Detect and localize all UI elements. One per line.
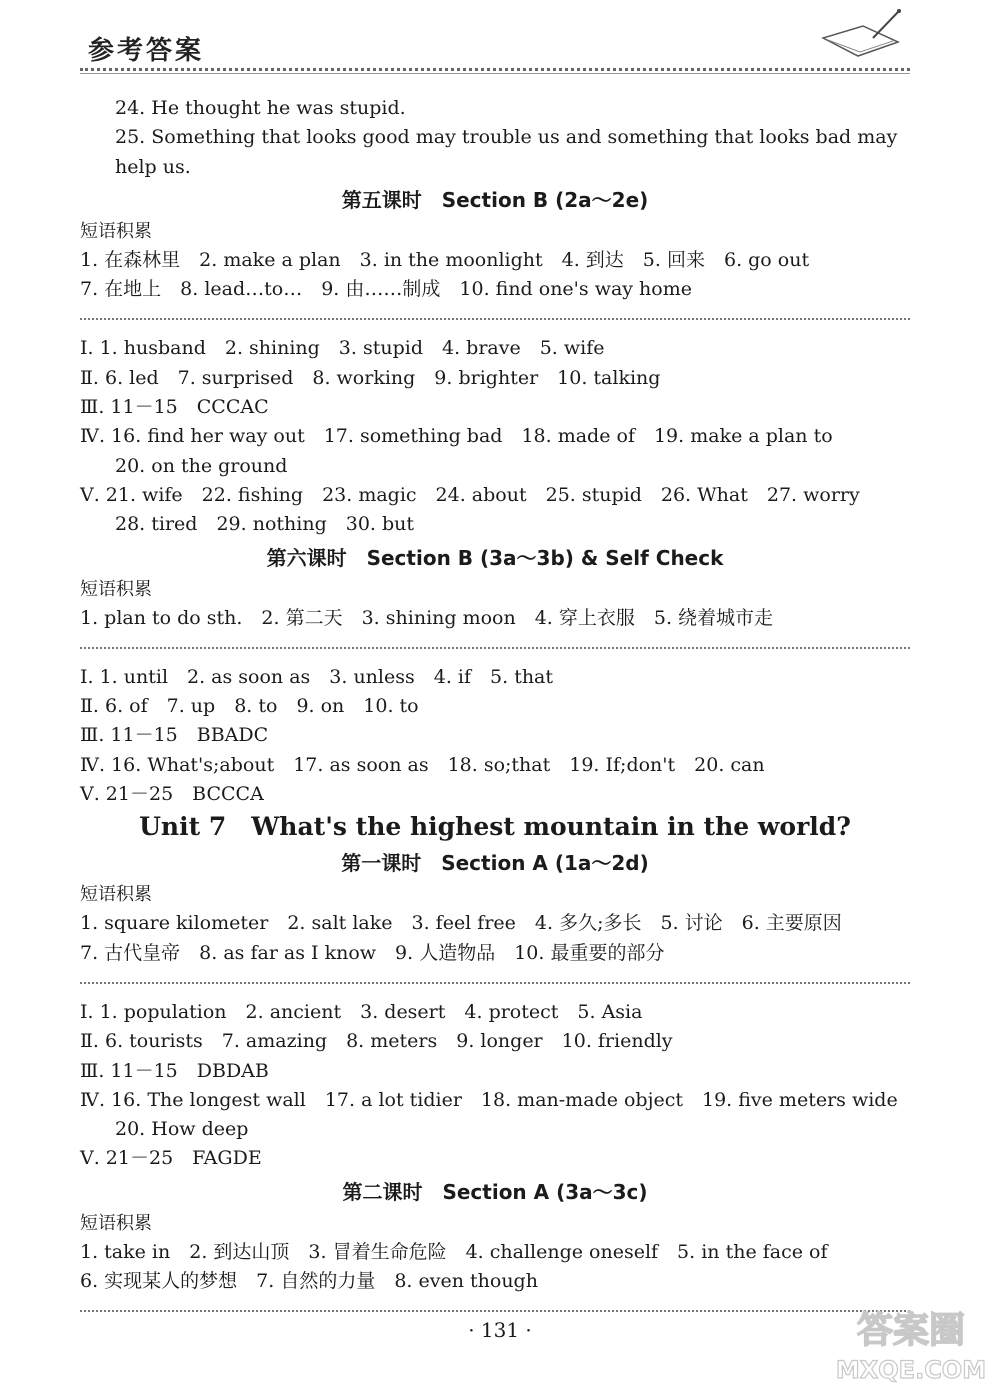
unit-title: Unit 7 What's the highest mountain in the world? bbox=[139, 812, 851, 842]
answer-line: Ⅴ. 21－25 FAGDE bbox=[80, 1147, 262, 1170]
section-divider bbox=[80, 968, 910, 984]
lesson-title: 第五课时 Section B (2a～2e) bbox=[341, 187, 649, 212]
answer-line: 7. 在地上 8. lead…to… 9. 由……制成 10. find one's way home bbox=[80, 278, 692, 301]
answer-line: Ⅲ. 11－15 DBDAB bbox=[80, 1059, 269, 1082]
phrase-heading: 短语积累 bbox=[80, 884, 152, 906]
answer-content bbox=[80, 94, 910, 1326]
answer-line: Ⅴ. 21. wife 22. fishing 23. magic 24. about 25. stupid 26. What 27. worry bbox=[80, 483, 860, 506]
answer-line: Ⅰ. 1. until 2. as soon as 3. unless 4. if 5. that bbox=[80, 665, 554, 688]
answer-line: 20. on the ground bbox=[115, 454, 288, 477]
answer-line: 1. plan to do sth. 2. 第二天 3. shining moon 4. 穿上衣服 5. 绕着城市走 bbox=[80, 606, 774, 629]
lesson-title: 第二课时 Section A (3a～3c) bbox=[342, 1179, 648, 1204]
answer-line: 7. 古代皇帝 8. as far as I know 9. 人造物品 10. 最重要的部分 bbox=[80, 941, 665, 964]
answer-line: 1. take in 2. 到达山顶 3. 冒着生命危险 4. challenge oneself 5. in the face of bbox=[80, 1240, 828, 1263]
answer-line: Ⅰ. 1. population 2. ancient 3. desert 4. protect 5. Asia bbox=[80, 1000, 643, 1023]
answer-line: Ⅳ. 16. The longest wall 17. a lot tidier 18. man-made object 19. five meters wide bbox=[80, 1088, 898, 1111]
lesson-title: 第六课时 Section B (3a～3b) & Self Check bbox=[266, 545, 724, 570]
section-divider bbox=[80, 1296, 910, 1312]
lesson-title: 第一课时 Section A (1a～2d) bbox=[341, 851, 649, 876]
svg-text:MXQE.COM: MXQE.COM bbox=[835, 1356, 987, 1384]
answer-line: 20. How deep bbox=[115, 1118, 249, 1141]
answer-line: Ⅲ. 11－15 BBADC bbox=[80, 724, 269, 747]
answer-line: Ⅱ. 6. tourists 7. amazing 8. meters 9. longer 10. friendly bbox=[80, 1030, 673, 1053]
page-number: · 131 · bbox=[468, 1318, 532, 1342]
page-header-title: 参考答案 bbox=[88, 36, 205, 66]
answer-line: Ⅱ. 6. of 7. up 8. to 9. on 10. to bbox=[80, 695, 419, 718]
watermark-logo bbox=[826, 1300, 996, 1390]
svg-text:答案圈: 答案圈 bbox=[856, 1310, 966, 1351]
section-divider bbox=[80, 304, 910, 320]
header-dotted-rule bbox=[80, 68, 910, 71]
answer-line: Ⅴ. 21－25 BCCCA bbox=[80, 783, 264, 806]
answer-line: 1. 在森林里 2. make a plan 3. in the moonlight 4. 到达 5. 回来 6. go out bbox=[80, 248, 810, 271]
answer-line: 6. 实现某人的梦想 7. 自然的力量 8. even though bbox=[80, 1270, 538, 1293]
answer-line: Ⅳ. 16. What's;about 17. as soon as 18. so;that 19. If;don't 20. can bbox=[80, 753, 765, 776]
answer-line: 1. square kilometer 2. salt lake 3. feel free 4. 多久;多长 5. 讨论 6. 主要原因 bbox=[80, 912, 842, 935]
header-rule bbox=[80, 73, 910, 74]
section-divider bbox=[80, 633, 910, 649]
phrase-heading: 短语积累 bbox=[80, 578, 152, 600]
answer-line: Ⅳ. 16. find her way out 17. something bad 18. made of 19. make a plan to bbox=[80, 425, 833, 448]
answer-line: Ⅲ. 11－15 CCCAC bbox=[80, 396, 269, 419]
book-pen-icon bbox=[818, 8, 908, 63]
answer-line: Ⅱ. 6. led 7. surprised 8. working 9. brighter 10. talking bbox=[80, 366, 661, 389]
answer-line: 24. He thought he was stupid. bbox=[115, 97, 406, 119]
answer-line: help us. bbox=[115, 155, 191, 178]
answer-line: 28. tired 29. nothing 30. but bbox=[115, 513, 415, 536]
answer-line: Ⅰ. 1. husband 2. shining 3. stupid 4. brave 5. wife bbox=[80, 337, 605, 360]
answer-line: 25. Something that looks good may trouble us and something that looks bad may bbox=[115, 126, 898, 149]
phrase-heading: 短语积累 bbox=[80, 220, 152, 242]
phrase-heading: 短语积累 bbox=[80, 1212, 152, 1234]
